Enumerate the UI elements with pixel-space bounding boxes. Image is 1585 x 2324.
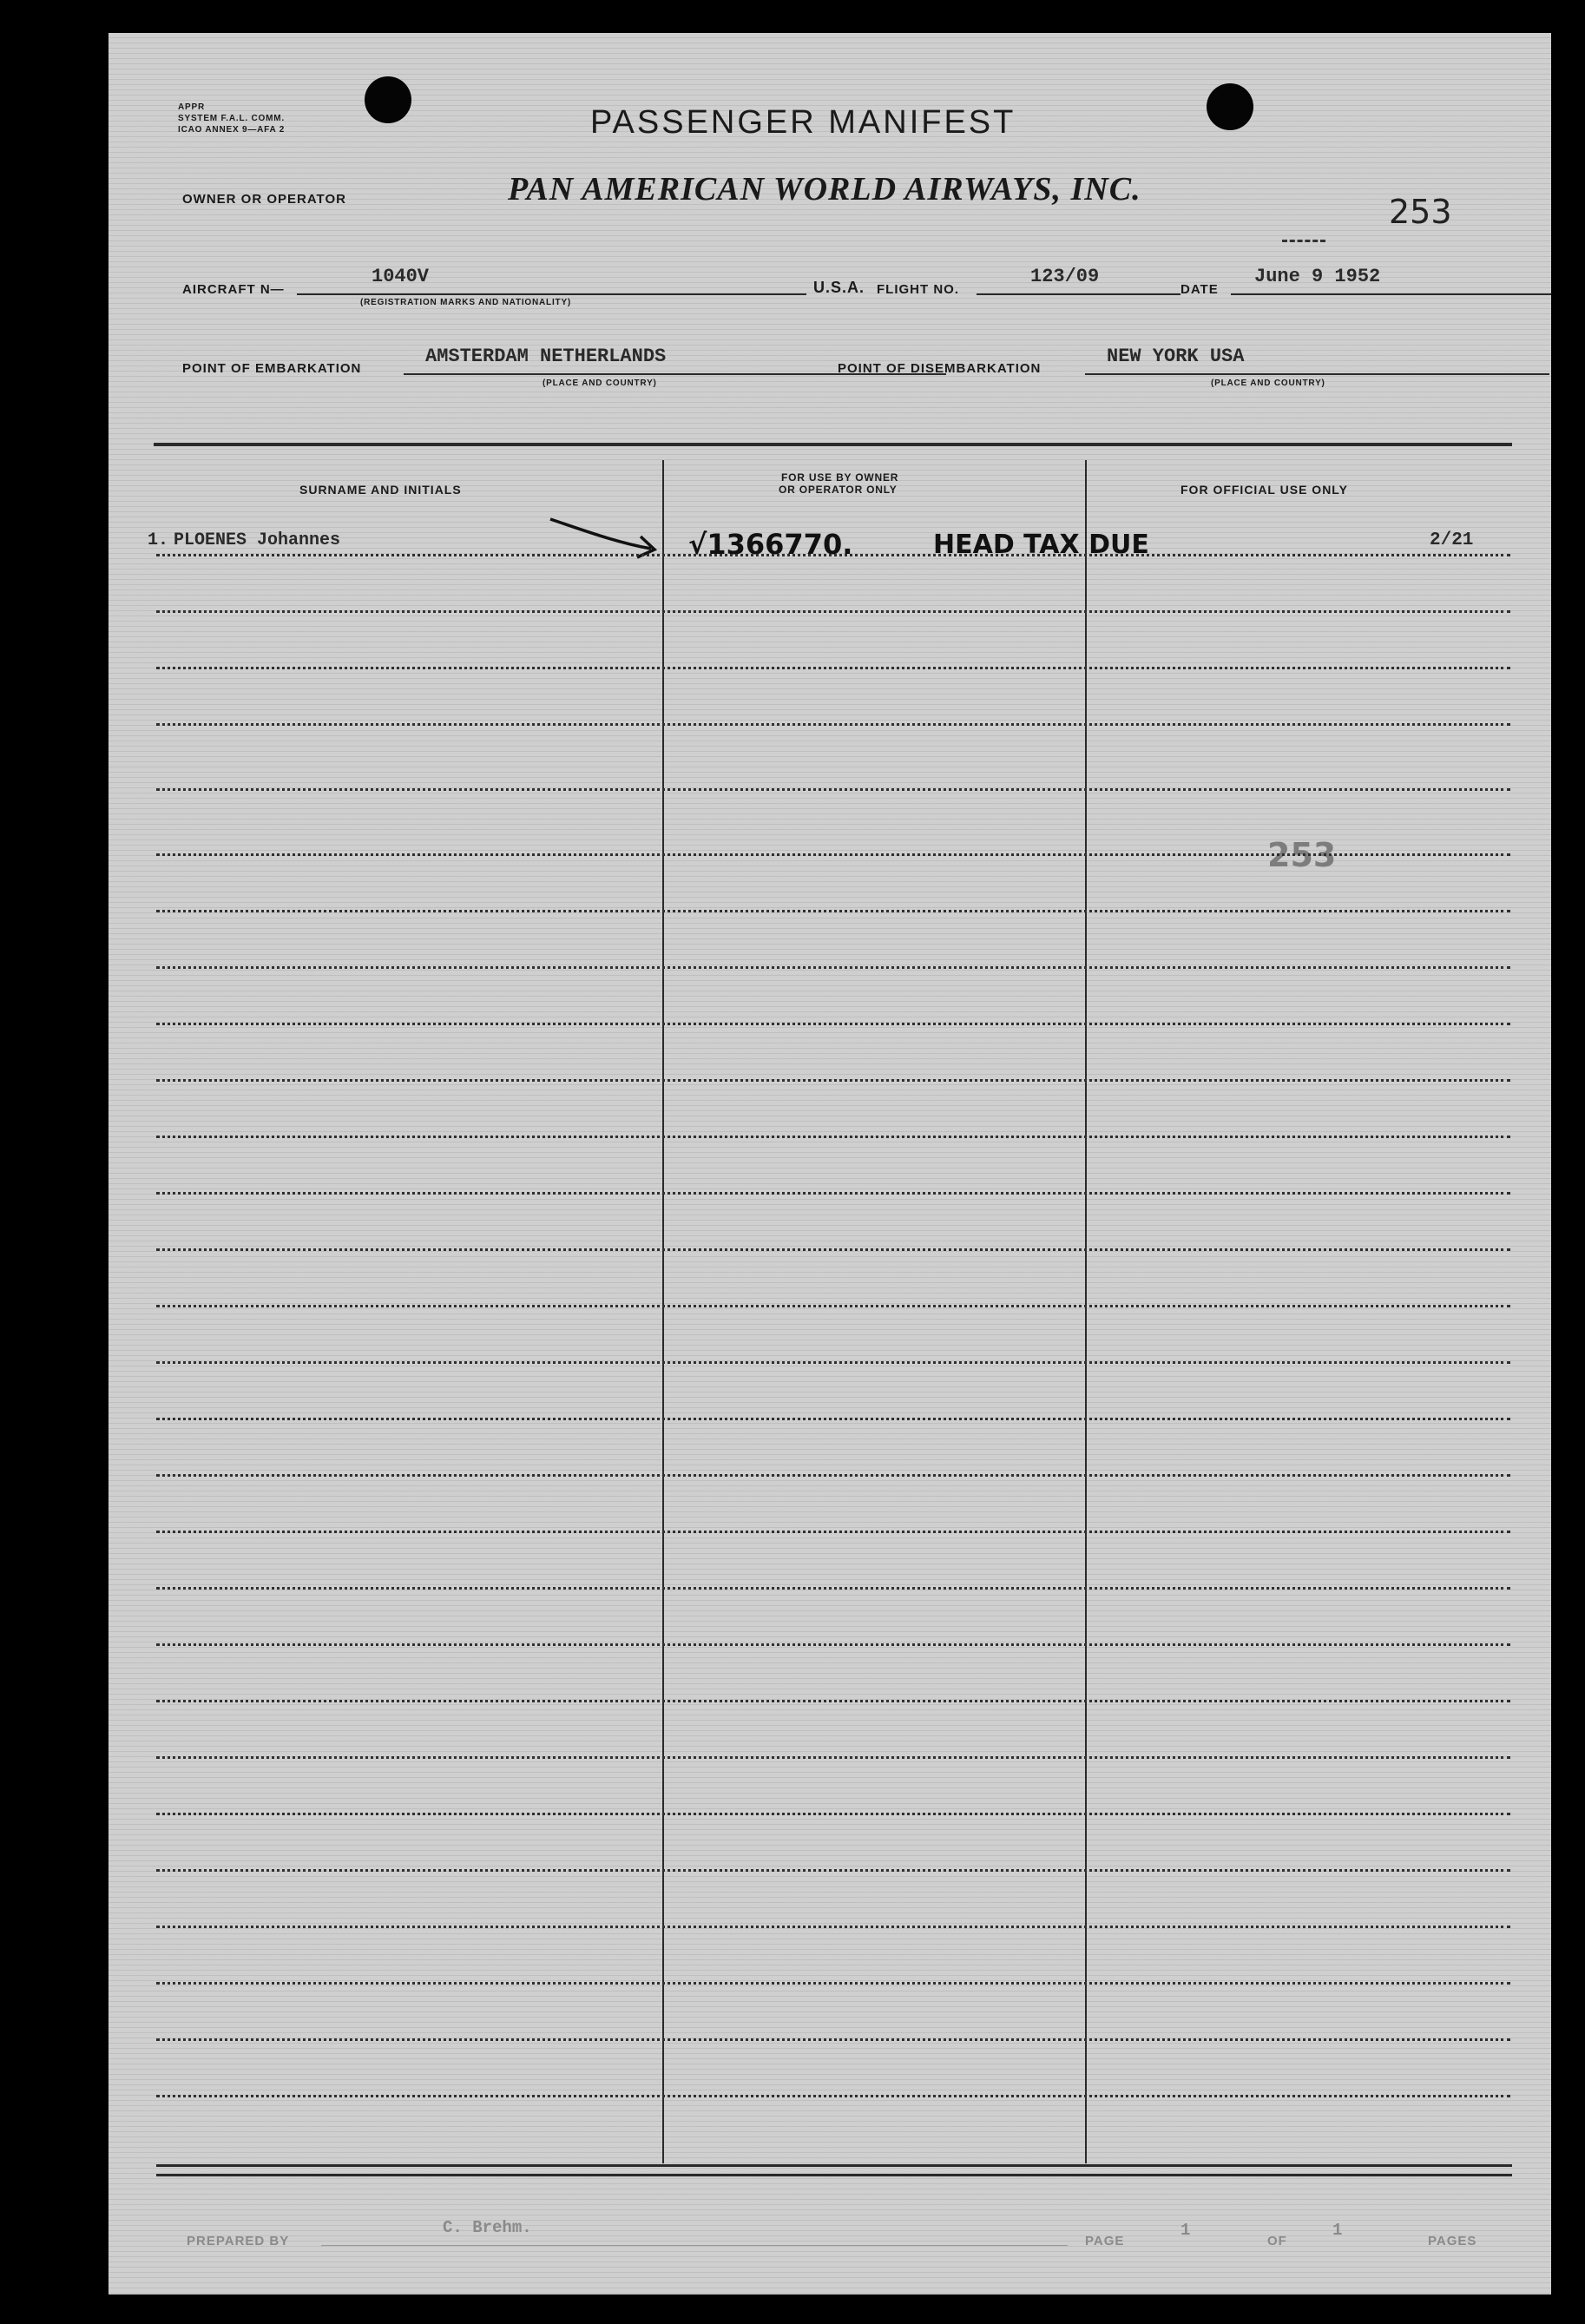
- date-label: DATE: [1181, 282, 1219, 297]
- row-line: [156, 1079, 1510, 1082]
- column-header-surname: SURNAME AND INITIALS: [299, 483, 462, 497]
- disembark-label: POINT OF DISEMBARKATION: [838, 361, 1042, 376]
- column-header-official: FOR OFFICIAL USE ONLY: [1181, 483, 1348, 497]
- row-line: [156, 2038, 1510, 2041]
- row-line: [156, 1700, 1510, 1702]
- row-line: [156, 1305, 1510, 1307]
- punch-hole-right: [1207, 83, 1253, 130]
- date-line: [1231, 293, 1551, 295]
- row-1-official-note: HEAD TAX DUE: [933, 530, 1149, 560]
- table-top-rule: [154, 443, 1512, 446]
- aircraft-sublabel: (REGISTRATION MARKS AND NATIONALITY): [360, 298, 572, 307]
- row-line: [156, 1192, 1510, 1195]
- column-header-owner-line1: FOR USE BY OWNER: [781, 471, 899, 484]
- disembark-line: [1085, 373, 1549, 375]
- row-1-owner-note: √1366770.: [688, 528, 853, 561]
- table-bottom-rule-2: [156, 2174, 1512, 2176]
- row-line: [156, 853, 1510, 856]
- page-value: 1: [1181, 2221, 1191, 2240]
- aircraft-label: AIRCRAFT N—: [182, 282, 285, 297]
- usa-label: U.S.A.: [813, 279, 865, 296]
- disembark-sublabel: (PLACE AND COUNTRY): [1211, 379, 1325, 388]
- row-line: [156, 1136, 1510, 1138]
- approval-line-3: ICAO ANNEX 9—AFA 2: [178, 125, 286, 135]
- row-line: [156, 1926, 1510, 1928]
- table-bottom-rule-1: [156, 2164, 1512, 2167]
- row-line: [156, 1643, 1510, 1646]
- approval-line-1: APPR: [178, 102, 205, 112]
- aircraft-line: [297, 293, 806, 295]
- approval-line-2: SYSTEM F.A.L. COMM.: [178, 114, 285, 123]
- hand-drawn-arrow: [547, 512, 660, 564]
- row-line: [156, 1418, 1510, 1420]
- prepared-by-value: C. Brehm.: [443, 2218, 532, 2237]
- row-line: [156, 1982, 1510, 1985]
- owner-value: PAN AMERICAN WORLD AIRWAYS, INC.: [508, 171, 1141, 207]
- embark-value: AMSTERDAM NETHERLANDS: [425, 346, 667, 367]
- punch-hole-left: [365, 76, 411, 123]
- row-line: [156, 1756, 1510, 1759]
- date-value: June 9 1952: [1254, 266, 1381, 287]
- of-value: 1: [1332, 2221, 1343, 2240]
- pages-label: PAGES: [1428, 2234, 1477, 2248]
- flight-label: FLIGHT NO.: [877, 282, 959, 297]
- flight-line: [977, 293, 1181, 295]
- row-1-official-code: 2/21: [1430, 530, 1474, 550]
- page-title: PASSENGER MANIFEST: [590, 104, 1016, 141]
- row-line: [156, 1361, 1510, 1364]
- row-line: [156, 723, 1510, 726]
- row-line: [156, 1531, 1510, 1533]
- row-line: [156, 2095, 1510, 2097]
- column-divider-2: [1085, 460, 1087, 2163]
- column-divider-1: [662, 460, 664, 2163]
- owner-label: OWNER OR OPERATOR: [182, 192, 346, 207]
- row-line: [156, 910, 1510, 912]
- embark-sublabel: (PLACE AND COUNTRY): [543, 379, 657, 388]
- of-label: OF: [1267, 2234, 1287, 2248]
- row-line: [156, 788, 1510, 791]
- column-header-owner-line2: OR OPERATOR ONLY: [779, 484, 898, 496]
- flight-value: 123/09: [1030, 266, 1100, 287]
- aircraft-value: 1040V: [372, 266, 430, 287]
- row-line: [156, 667, 1510, 669]
- row-line: [156, 1869, 1510, 1872]
- row-line: [156, 1474, 1510, 1477]
- middle-stamp-number: 253: [1267, 836, 1337, 874]
- row-1-name: PLOENES Johannes: [174, 530, 341, 550]
- row-line: [156, 554, 1510, 556]
- disembark-value: NEW YORK USA: [1107, 346, 1245, 367]
- page-label: PAGE: [1085, 2234, 1125, 2248]
- prepared-by-line: [321, 2245, 1068, 2246]
- row-line: [156, 610, 1510, 613]
- row-line: [156, 1813, 1510, 1815]
- page-stamp-number: 253: [1389, 193, 1452, 231]
- row-1-number: 1.: [148, 530, 169, 550]
- prepared-by-label: PREPARED BY: [187, 2234, 290, 2248]
- row-line: [156, 1248, 1510, 1251]
- embark-label: POINT OF EMBARKATION: [182, 361, 362, 376]
- owner-dash: [1282, 240, 1325, 242]
- row-line: [156, 1587, 1510, 1590]
- row-line: [156, 1023, 1510, 1025]
- row-line: [156, 966, 1510, 969]
- manifest-sheet: [109, 33, 1551, 2294]
